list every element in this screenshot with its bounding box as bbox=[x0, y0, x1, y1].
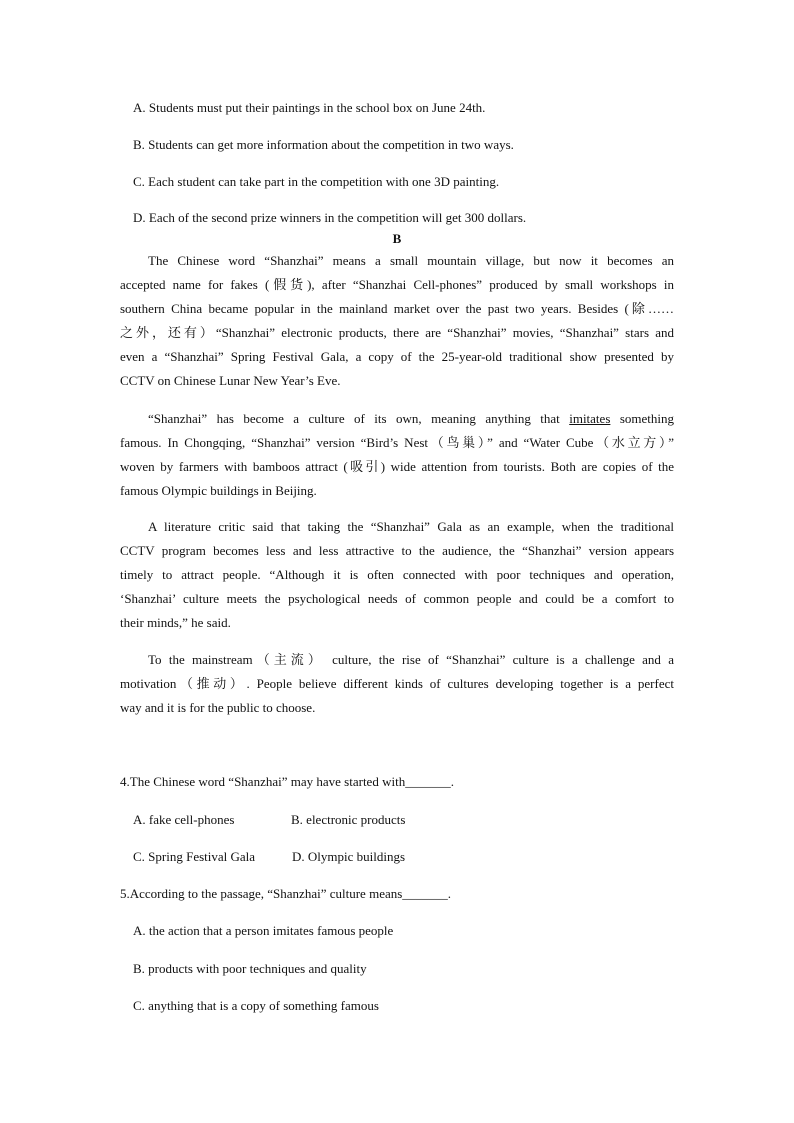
answer-option: C. Spring Festival Gala bbox=[133, 849, 256, 864]
question-stem: 5.According to the passage, “Shanzhai” culture means_______. bbox=[120, 886, 452, 901]
paragraph-line: way and it is for the public to choose. bbox=[120, 700, 316, 715]
answer-option: B. electronic products bbox=[291, 812, 406, 827]
paragraph-line: CCTV on Chinese Lunar New Year’s Eve. bbox=[120, 373, 341, 388]
paragraph-line: accepted name for fakes (假货), after “Shanzhai Cell-phones” produced by small workshops in bbox=[120, 277, 674, 292]
question-stem: 4.The Chinese word “Shanzhai” may have started with_______. bbox=[120, 774, 454, 789]
paragraph-line: southern China became popular in the mainland market over the past two years. Besides (除…… bbox=[120, 301, 674, 316]
answer-option: A. fake cell-phones bbox=[133, 812, 235, 827]
answer-option: A. the action that a person imitates famous people bbox=[133, 923, 394, 938]
section-label: B bbox=[392, 231, 402, 246]
answer-option: B. products with poor techniques and quality bbox=[133, 961, 367, 976]
paragraph-line bbox=[148, 411, 674, 427]
paragraph-line: motivation（推动）. People believe different kinds of cultures developing together is a perfect bbox=[120, 676, 674, 691]
option-line: C. Each student can take part in the competition with one 3D painting. bbox=[133, 174, 500, 189]
line-text: “Shanzhai” has become a culture of its own, meaning anything that bbox=[148, 411, 570, 426]
answer-option: C. anything that is a copy of something famous bbox=[133, 998, 379, 1013]
paragraph-line: CCTV program becomes less and less attractive to the audience, the “Shanzhai” version appears bbox=[120, 543, 674, 558]
paragraph-line: 之外，还有）“Shanzhai” electronic products, there are “Shanzhai” movies, “Shanzhai” stars and bbox=[120, 325, 674, 340]
paragraph-line: The Chinese word “Shanzhai” means a small mountain village, but now it becomes an bbox=[148, 253, 674, 268]
paragraph-line: woven by farmers with bamboos attract (吸引) wide attention from tourists. Both are copies of the bbox=[120, 459, 674, 474]
option-line: A. Students must put their paintings in the school box on June 24th. bbox=[133, 100, 486, 115]
line-text: something bbox=[610, 411, 675, 426]
option-line: B. Students can get more information about the competition in two ways. bbox=[133, 137, 514, 152]
paragraph-line: famous. In Chongqing, “Shanzhai” version “Bird’s Nest（鸟巢）” and “Water Cube（水立方）” bbox=[120, 435, 674, 450]
underlined-word: imitates bbox=[569, 411, 611, 426]
paragraph-line: ‘Shanzhai’ culture meets the psychological needs of common people and could be a comfort to bbox=[120, 591, 674, 606]
paragraph-line: even a “Shanzhai” Spring Festival Gala, a copy of the 25-year-old traditional show presented by bbox=[120, 349, 674, 364]
answer-option: D. Olympic buildings bbox=[292, 849, 406, 864]
paragraph-line: their minds,” he said. bbox=[120, 615, 231, 630]
paragraph-line: A literature critic said that taking the “Shanzhai” Gala as an example, when the traditional bbox=[148, 519, 674, 534]
paragraph-line: To the mainstream（主流） culture, the rise of “Shanzhai” culture is a challenge and a bbox=[148, 652, 674, 667]
paragraph-line: timely to attract people. “Although it is often connected with poor techniques and operation, bbox=[120, 567, 674, 582]
option-line: D. Each of the second prize winners in the competition will get 300 dollars. bbox=[133, 210, 527, 225]
paragraph-line: famous Olympic buildings in Beijing. bbox=[120, 483, 317, 498]
